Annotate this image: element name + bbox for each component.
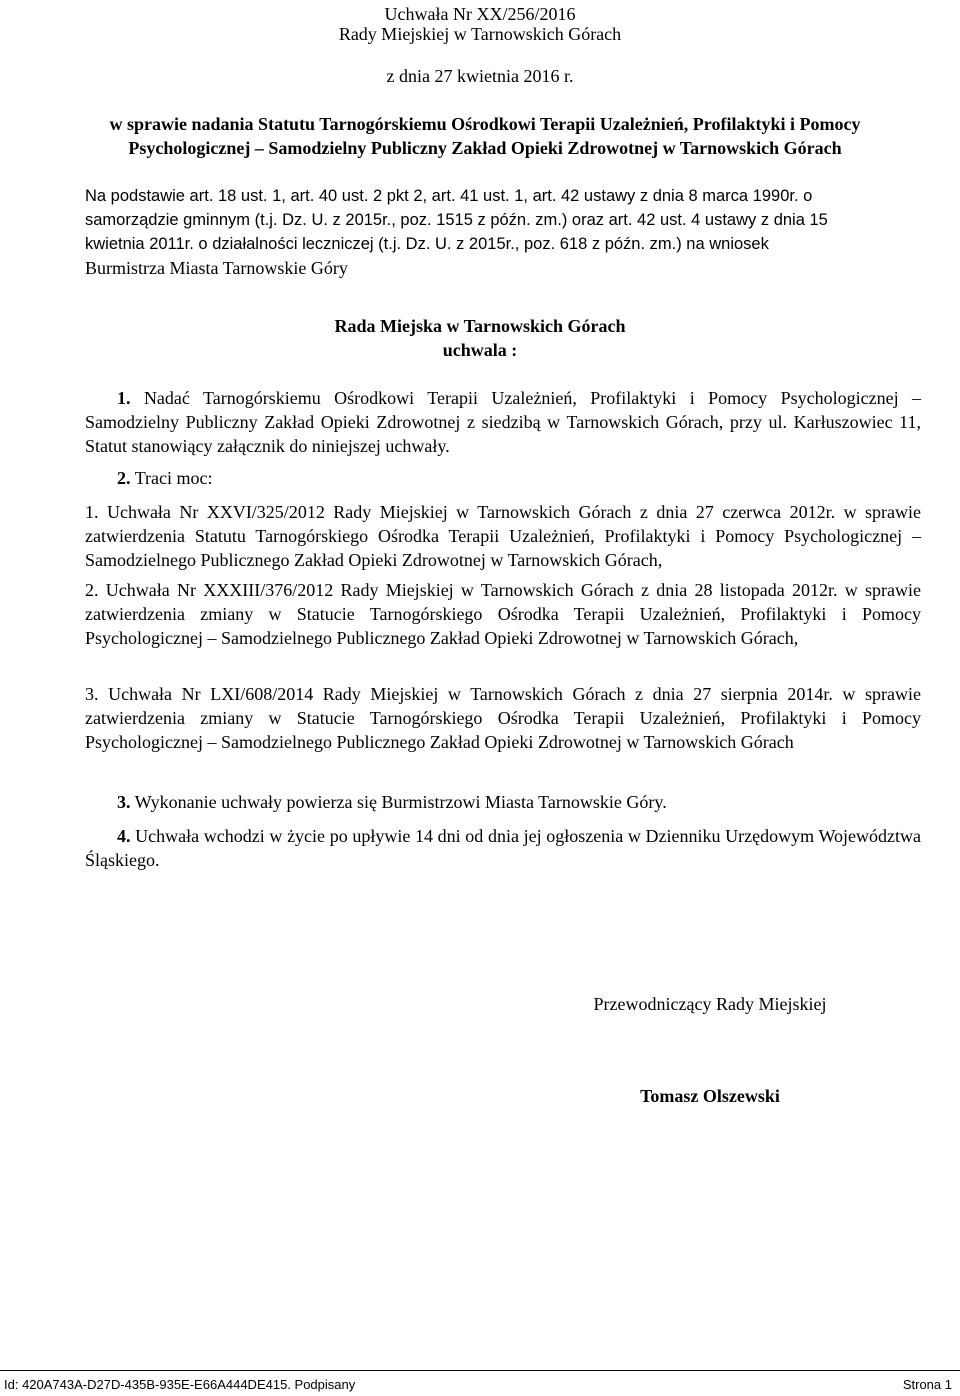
council-resolves: uchwala :	[442, 340, 518, 360]
repealed-item-3: 3. Uchwała Nr LXI/608/2014 Rady Miejskiej w Tarnowskich Górach z dnia 27 sierpnia 2014r. w sprawie zatwierdzenia zmiany w Statucie Tarnogórskiego Ośrodka Terapii Uzależnień, Profilaktyki i Pomocy Psychologicznej – Samodzielnego Publicznego Zakład Opieki Zdrowotnej w Tarnowskich Górach	[85, 684, 921, 752]
section-2-text: Traci moc:	[134, 468, 213, 488]
section-1	[85, 386, 921, 458]
section-2	[85, 466, 921, 490]
resolution-date: z dnia 27 kwietnia 2016 r.	[386, 66, 574, 86]
section-4-text: Uchwała wchodzi w życie po upływie 14 dni od dnia jej ogłoszenia w Dzienniku Urzędowym Województwa Śląskiego.	[85, 826, 921, 870]
council-name: Rada Miejska w Tarnowskich Górach	[334, 316, 626, 336]
council-title: Rady Miejskiej w Tarnowskich Górach	[338, 24, 622, 44]
section-3-number: 3.	[117, 792, 131, 812]
resolution-subject: w sprawie nadania Statutu Tarnogórskiemu Ośrodkowi Terapii Uzależnień, Profilaktyki i Pomocy Psychologicznej – Samodzielny Publiczny Zakład Opieki Zdrowotnej w Tarnowskich Górach	[109, 114, 861, 158]
legal-basis	[85, 184, 855, 281]
repealed-item-2: 2. Uchwała Nr XXXIII/376/2012 Rady Miejskiej w Tarnowskich Górach z dnia 28 listopada 2012r. w sprawie zatwierdzenia zmiany w Statucie Tarnogórskiego Ośrodka Terapii Uzależnień, Profilaktyki i Pomocy Psychologicznej – Samodzielnego Publicznego Zakład Opieki Zdrowotnej w Tarnowskich Górach,	[85, 580, 921, 648]
document-id: Id: 420A743A-D27D-435B-935E-E66A444DE415. Podpisany	[4, 1377, 356, 1392]
section-3-text: Wykonanie uchwały powierza się Burmistrzowi Miasta Tarnowskie Góry.	[134, 792, 667, 812]
legal-basis-tail: Burmistrza Miasta Tarnowskie Góry	[85, 258, 348, 278]
signatory-role: Przewodniczący Rady Miejskiej	[593, 994, 827, 1014]
footer-divider	[0, 1370, 960, 1371]
section-1-number: 1.	[117, 388, 131, 408]
page-number: Strona 1	[902, 1377, 952, 1392]
section-3	[85, 790, 921, 814]
legal-basis-text: Na podstawie art. 18 ust. 1, art. 40 ust. 2 pkt 2, art. 41 ust. 1, art. 42 ustawy z dnia 8 marca 1990r. o samorządzie gminnym (t.j. Dz. U. z 2015r., poz. 1515 z późn. zm.) oraz art. 42 ust. 4 ustawy z dnia 15 kwietnia 2011r. o działalności leczniczej (t.j. Dz. U. z 2015r., poz. 618 z późn. zm.) na wniosek	[85, 187, 828, 253]
section-2-number: 2.	[117, 468, 131, 488]
signatory-name: Tomasz Olszewski	[640, 1086, 780, 1106]
section-1-text: Nadać Tarnogórskiemu Ośrodkowi Terapii Uzależnień, Profilaktyki i Pomocy Psychologicznej – Samodzielny Publiczny Zakład Opieki Zdrowotnej z siedzibą w Tarnowskich Górach, przy ul. Karłuszowiec 11, Statut stanowiący załącznik do niniejszej uchwały.	[85, 388, 922, 456]
section-4	[85, 824, 921, 872]
resolution-title: Uchwała Nr XX/256/2016	[384, 4, 576, 24]
section-4-number: 4.	[117, 826, 131, 846]
repealed-item-1: 1. Uchwała Nr XXVI/325/2012 Rady Miejskiej w Tarnowskich Górach z dnia 27 czerwca 2012r. w sprawie zatwierdzenia Statutu Tarnogórskiego Ośrodka Terapii Uzależnień, Profilaktyki i Pomocy Psychologicznej – Samodzielnego Publicznego Zakład Opieki Zdrowotnej w Tarnowskich Górach,	[85, 502, 921, 570]
